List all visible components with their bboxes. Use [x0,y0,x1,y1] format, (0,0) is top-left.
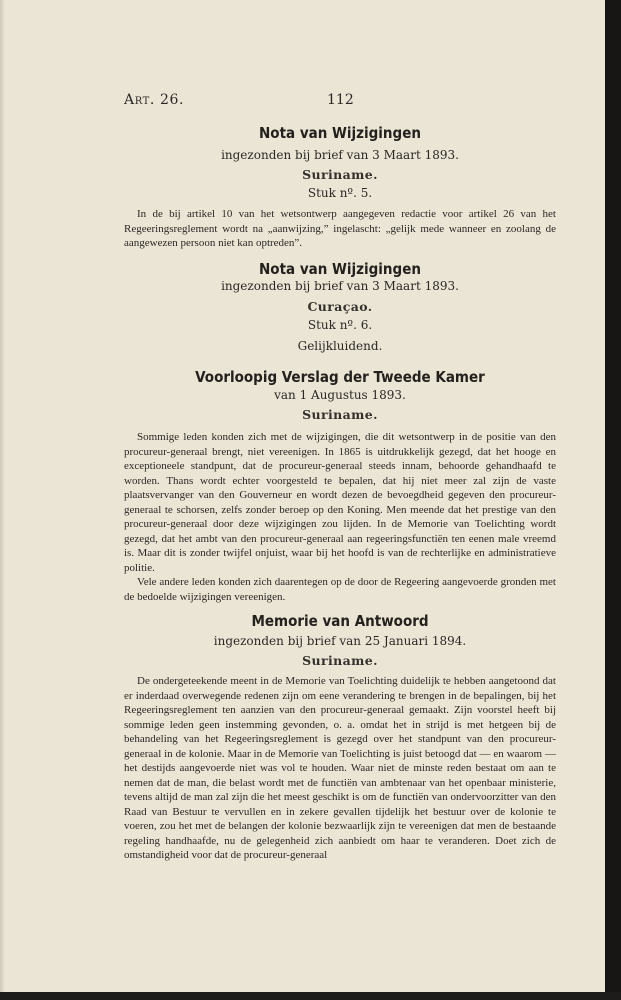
section-document-wrap [124,316,556,334]
section-place-wrap [124,406,556,424]
section-subtitle: ingezonden bij brief van 3 Maart 1893. [221,148,459,162]
article-reference: Art. 26. [124,92,185,108]
section-subtitle-wrap [124,386,556,404]
section-place: Suriname. [302,167,378,182]
section-subtitle-wrap [124,632,556,650]
section-memorie-van-antwoord [124,612,556,630]
section-subtitle: ingezonden bij brief van 3 Maart 1893. [221,279,459,293]
section-place-wrap [124,652,556,670]
paragraph: Vele andere leden konden zich daarentegen op de door de Regeering aangevoerde gronden met de bedoelde wijzigingen vereenigen. [124,576,556,603]
paragraph: Sommige leden konden zich met de wijzigingen, die dit wetsontwerp in de positie van den procureur-generaal brengt, niet vereenigen. In 1865 is uitdrukkelijk gezegd, dat het hooge en exceptioneele standpunt, dat de procureur-generaal steeds innam, behoorde gehandhaafd te worden. Thans wordt echter voorgesteld te bepalen, dat hij niet meer zal zijn de vaste plaatsvervanger van den Gouverneur en wordt dezen de bevoegdheid gegeven den procureur-generaal te schorsen, zelfs zonder beroep op den Koning. Men meende dat het prestige van den procureur-generaal door deze wijzigingen zou lijden. In de Memorie van Toelichting wordt gezegd, dat het ambt van den procureur-generaal aan regeeringsfunctiën ten eenen male vreemd is. Maar dit is zonder twijfel onjuist, waar bij het hoofd is van de rechterlijke en administratieve politie. [124,431,556,574]
section-place: Suriname. [302,407,378,422]
section-body [124,674,556,863]
section-place-wrap [124,166,556,184]
running-header [124,92,556,110]
section-title: Memorie van Antwoord [251,612,429,630]
section-subtitle: van 1 Augustus 1893. [274,388,406,402]
section-note: Gelijkluidend. [297,339,383,353]
scan-border-right [605,0,621,1000]
section-place: Curaçao. [307,299,373,314]
section-nota-curacao [124,260,556,278]
paragraph: De ondergeteekende meent in de Memorie van Toelichting duidelijk te hebben aangetoond dat er inderdaad overwegende redenen zijn om eene verandering te brengen in de bepalingen, bij het Regeeringsreglement ten aanzien van den procureur-generaal gemaakt. Zijn voorstel heeft bij sommige leden geen instemming gevonden, o. a. omdat het in strijd is met hetgeen bij de behandeling van het Regeeringsreglement is gezegd over het standpunt van den procureur-generaal in de kolonie. Maar in de Memorie van Toelichting is juist betoogd dat — en waarom — het destijds aangevoerde niet was vol te houden. Waar niet de minste reden bestaat om aan te nemen dat de man, die belast wordt met de functiën van ambtenaar van het openbaar ministerie, tevens altijd de man zal zijn die het meest geschikt is om de functiën van ondervoorzitter van den Raad van Bestuur te vervullen en in zekere gevallen tijdelijk het bestuur over de kolonie te voeren, zou het met de belangen der kolonie bezwaarlijk zijn te vereenigen dat men de bestaande regeling handhaafde, nu de gelegenheid zich aanbiedt om haar te veranderen. Doet zich de omstandigheid voor dat de procureur-generaal [124,675,556,861]
section-place-wrap [124,298,556,316]
document-number: Stuk nº. 5. [307,186,373,200]
scan-border-bottom [0,992,621,1000]
section-document-wrap [124,184,556,202]
section-subtitle-wrap [124,146,556,164]
page-number: 112 [327,92,354,108]
document-number: Stuk nº. 6. [307,318,373,332]
section-title: Voorloopig Verslag der Tweede Kamer [195,368,485,386]
page-shadow-left [0,0,5,1000]
section-place: Suriname. [302,653,378,668]
section-nota-suriname [124,124,556,142]
paragraph: In de bij artikel 10 van het wetsontwerp aangegeven redactie voor artikel 26 van het Regeeringsreglement wordt na „aanwijzing,” ingelascht: „gelijk mede wanneer en zoolang de aangewezen persoon niet kan optreden”. [124,208,556,249]
section-body [124,207,556,251]
section-subtitle: ingezonden bij brief van 25 Januari 1894. [213,634,467,648]
section-subtitle-wrap [124,277,556,295]
section-body [124,430,556,604]
section-note-wrap [124,337,556,355]
section-title: Nota van Wijzigingen [259,260,421,278]
section-title: Nota van Wijzigingen [259,124,421,142]
section-voorloopig-verslag [124,368,556,386]
